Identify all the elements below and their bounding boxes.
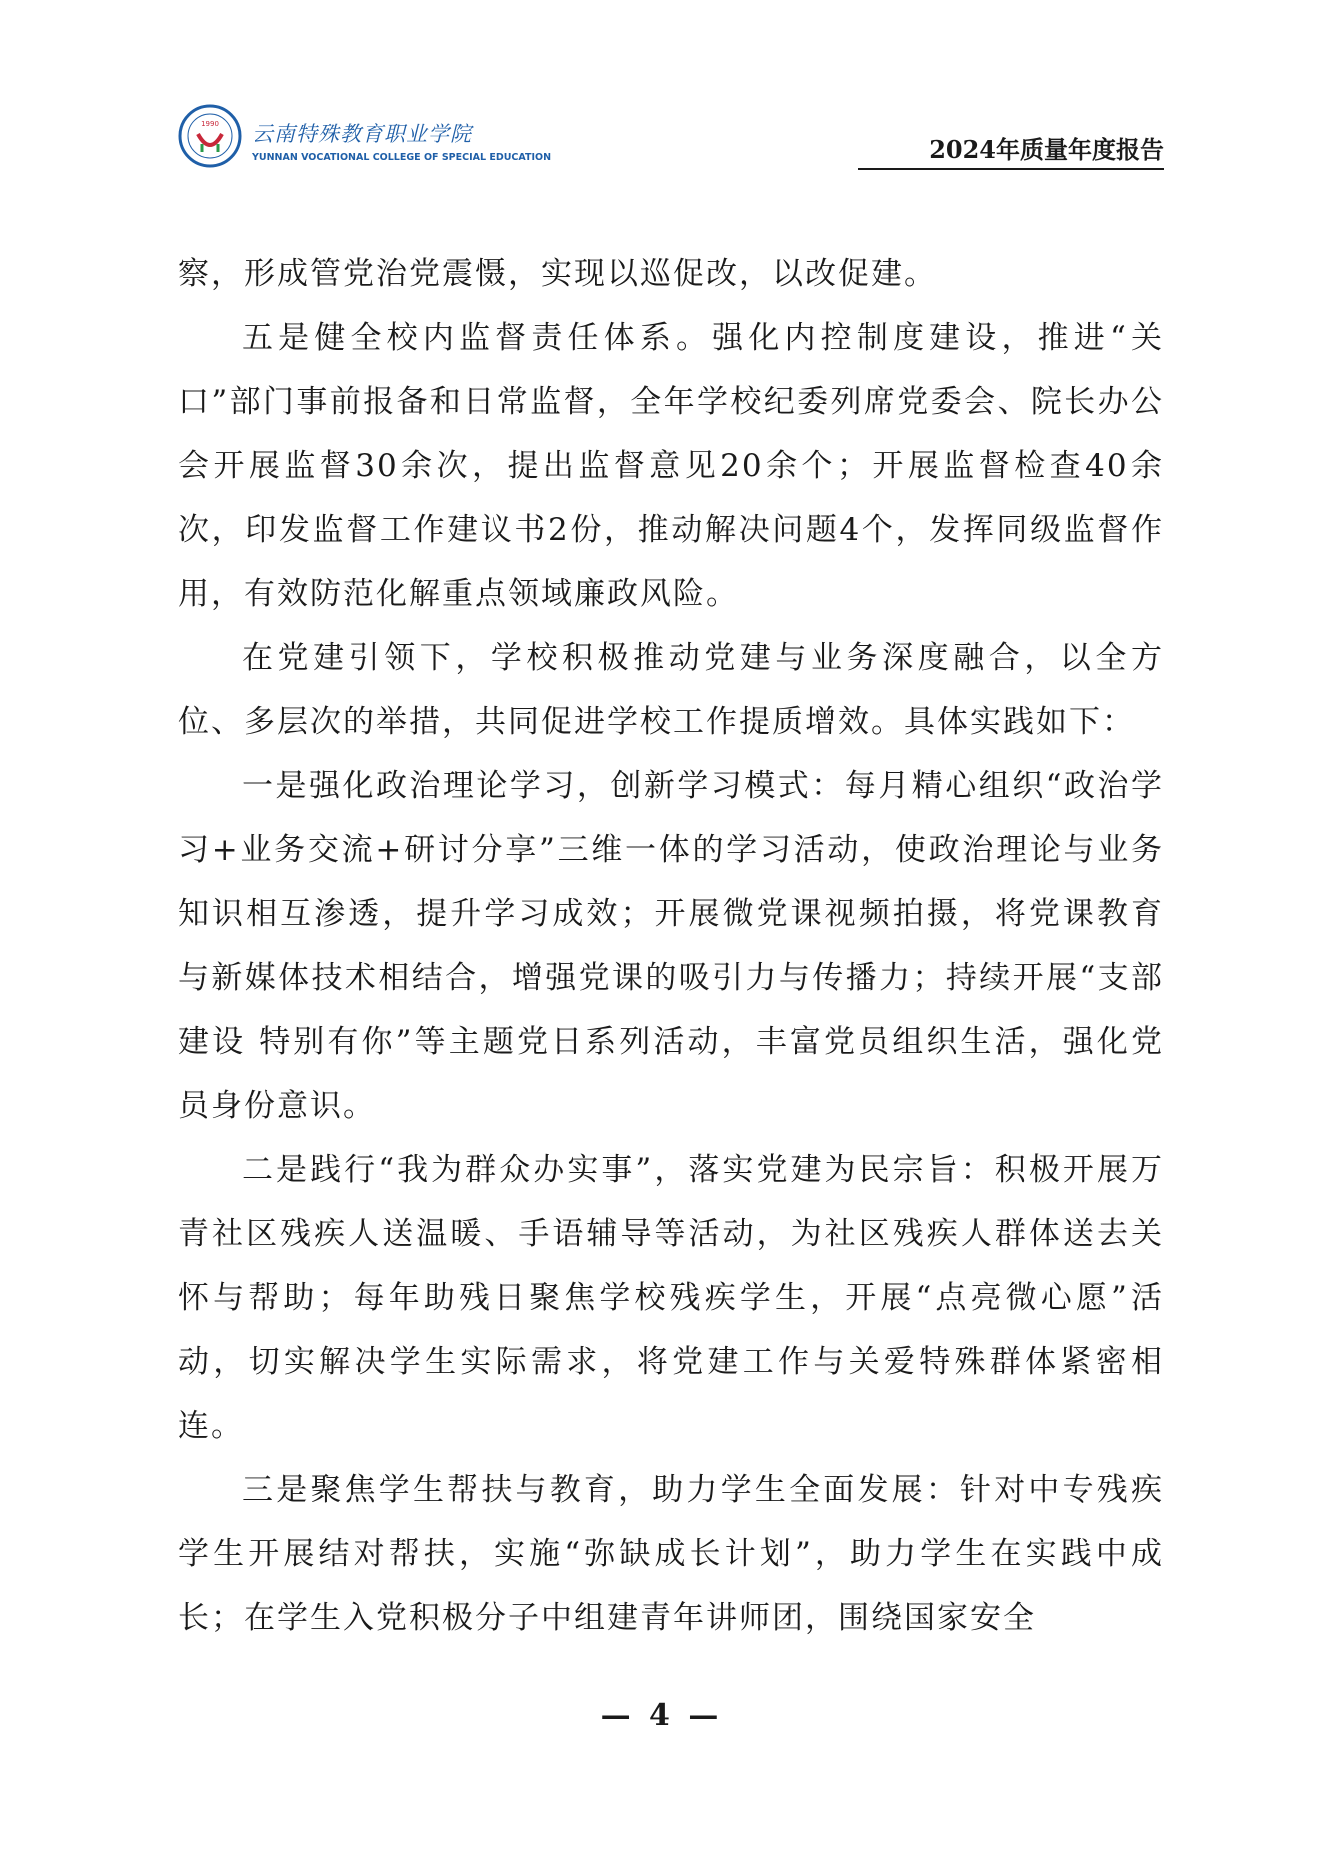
- paragraph: 察，形成管党治党震慑，实现以巡促改，以改促建。: [178, 256, 937, 292]
- logo-english-name: YUNNAN VOCATIONAL COLLEGE OF SPECIAL EDUCATION: [252, 152, 552, 163]
- college-logo: [178, 104, 242, 168]
- page-number: — 4 —: [600, 1698, 723, 1733]
- paragraph: 一是强化政治理论学习，创新学习模式：每月精心组织“政治学习+业务交流+研讨分享”三维一体的学习活动，使政治理论与业务知识相互渗透，提升学习成效；开展微党课视频拍摄，将党课教育与新媒体技术相结合，增强党课的吸引力与传播力；持续开展“支部建设 特别有你”等主题党日系列活动，丰富党员组织生活，强化党员身份意识。: [178, 768, 1164, 1124]
- paragraph: 五是健全校内监督责任体系。强化内控制度建设，推进“关口”部门事前报备和日常监督，全年学校纪委列席党委会、院长办公会开展监督30余次，提出监督意见20余个；开展监督检查40余次，印发监督工作建议书2份，推动解决问题4个，发挥同级监督作用，有效防范化解重点领域廉政风险。: [178, 320, 1164, 612]
- header-divider: [858, 168, 1164, 170]
- logo-year: 1990: [201, 120, 219, 128]
- logo-chinese-name: 云南特殊教育职业学院: [252, 122, 472, 146]
- page-header: [178, 92, 1164, 172]
- paragraph: 二是践行“我为群众办实事”，落实党建为民宗旨：积极开展万青社区残疾人送温暖、手语辅导等活动，为社区残疾人群体送去关怀与帮助；每年助残日聚焦学校残疾学生，开展“点亮微心愿”活动，切实解决学生实际需求，将党建工作与关爱特殊群体紧密相连。: [178, 1152, 1164, 1444]
- paragraph: 三是聚焦学生帮扶与教育，助力学生全面发展：针对中专残疾学生开展结对帮扶，实施“弥缺成长计划”，助力学生在实践中成长；在学生入党积极分子中组建青年讲师团，围绕国家安全: [178, 1472, 1164, 1636]
- logo-wordmark: [252, 118, 551, 163]
- body-text: [178, 242, 1164, 1650]
- report-title: 2024年质量年度报告: [929, 135, 1164, 164]
- paragraph: 在党建引领下，学校积极推动党建与业务深度融合，以全方位、多层次的举措，共同促进学校工作提质增效。具体实践如下：: [178, 640, 1164, 740]
